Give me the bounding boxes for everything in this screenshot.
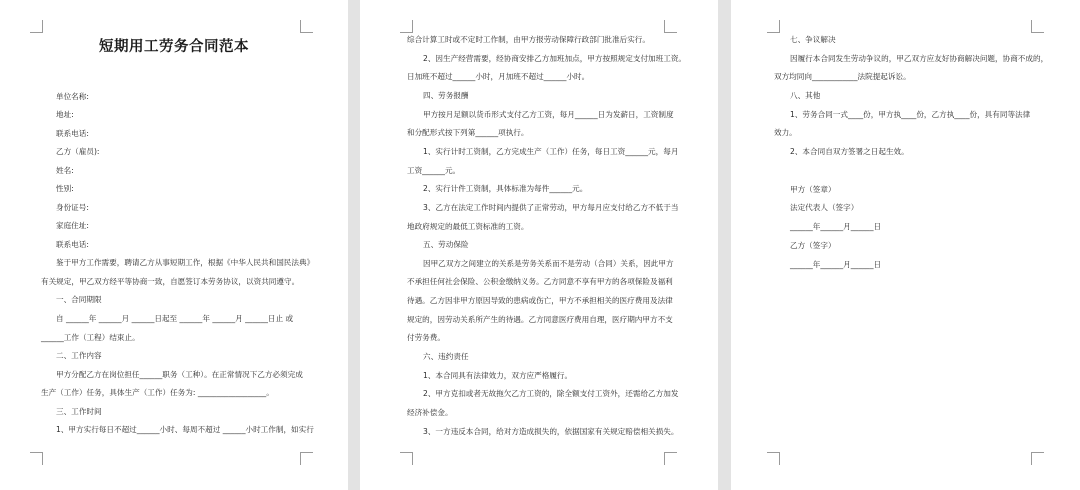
text-line: 经济补偿金。: [407, 408, 453, 417]
margin-marker: [1031, 20, 1044, 33]
text-line: 1、劳务合同一式____份，甲方执____份，乙方执____份，具有同等法律: [790, 110, 1031, 119]
text-line: 六、违约责任: [423, 352, 469, 361]
margin-marker: [30, 20, 43, 33]
text-line: 甲方分配乙方在岗位担任______职务（工种）。在正常情况下乙方必须完成: [56, 370, 303, 379]
text-line: 甲方（签章）: [790, 185, 836, 194]
text-line: 日加班不超过______小时，月加班不超过______小时。: [407, 72, 590, 81]
text-line: ______工作（工程）结束止。: [41, 333, 140, 342]
margin-marker: [400, 20, 413, 33]
margin-marker: [400, 452, 413, 465]
text-line: 身份证号:: [56, 203, 89, 212]
text-line: 有关规定，甲乙双方经平等协商一致，自愿签订本劳务协议，以资共同遵守。: [41, 277, 300, 286]
text-line: 因甲乙双方之间建立的关系是劳务关系而不是劳动（合同）关系，因此甲方: [423, 259, 674, 268]
text-line: 2、甲方克扣或者无故拖欠乙方工资的，除全额支付工资外，还需给乙方加发: [423, 389, 679, 398]
text-line: 不承担任何社会保险、公积金缴纳义务。乙方同意不享有甲方的各项保险及福利: [407, 277, 673, 286]
margin-marker: [300, 452, 313, 465]
text-line: 一、合同期限: [56, 295, 102, 304]
text-line: 鉴于甲方工作需要，聘请乙方从事短期工作，根据《中华人民共和国民法典》: [56, 258, 315, 267]
document-page-3: [731, 0, 1080, 490]
text-line: 2、本合同自双方签署之日起生效。: [790, 147, 909, 156]
margin-marker: [30, 452, 43, 465]
text-line: 乙方（签字）: [790, 241, 836, 250]
text-line: 2、因生产经营需要，经协商安排乙方加班加点，甲方按照规定支付加班工资。: [423, 54, 687, 63]
text-line: 1、本合同具有法律效力，双方应严格履行。: [423, 371, 573, 380]
text-line: 自 ______年 ______月 ______日起至 ______年 ______月 ______日止 或: [56, 314, 294, 323]
document-page-2: [360, 0, 718, 490]
document-page-1: [0, 0, 348, 490]
text-line: 联系电话:: [56, 240, 89, 249]
text-line: 生产（工作）任务，具体生产（工作）任务为: __________________。: [41, 388, 274, 397]
margin-marker: [664, 20, 677, 33]
text-line: 乙方（雇员):: [56, 147, 100, 156]
text-line: 四、劳务报酬: [423, 91, 469, 100]
text-line: 联系电话:: [56, 129, 89, 138]
text-line: 工资______元。: [407, 166, 461, 175]
text-line: ______年______月______日: [790, 222, 882, 231]
text-line: 和分配形式按下列第______项执行。: [407, 128, 529, 137]
text-line: 综合计算工时或不定时工作制，由甲方报劳动保障行政部门批准后实行。: [407, 35, 650, 44]
margin-marker: [664, 452, 677, 465]
text-line: 双方均同向____________法院提起诉讼。: [774, 72, 911, 81]
text-line: 规定的，因劳动关系所产生的待遇。乙方同意医疗费用自理，医疗期内甲方不支: [407, 315, 673, 324]
text-line: 地址:: [56, 110, 74, 119]
text-line: 七、争议解决: [790, 35, 836, 44]
text-line: 二、工作内容: [56, 351, 102, 360]
text-line: 1、甲方实行每日不超过______小时、每周不超过 ______小时工作制，如实行: [56, 425, 314, 434]
text-line: 2、实行计件工资制，具体标准为每件______元。: [423, 184, 588, 193]
text-line: 姓名:: [56, 166, 74, 175]
text-line: 效力。: [774, 128, 797, 137]
text-line: 待遇。乙方因非甲方原因导致的患病或伤亡，甲方不承担相关的医疗费用及法律: [407, 296, 673, 305]
text-line: 五、劳动保险: [423, 240, 469, 249]
text-line: 1、实行计时工资制，乙方完成生产（工作）任务，每日工资______元，每月: [423, 147, 679, 156]
text-line: 家庭住址:: [56, 221, 89, 230]
margin-marker: [767, 452, 780, 465]
document-title: 短期用工劳务合同范本: [99, 38, 249, 55]
text-line: 3、一方违反本合同，给对方造成损失的，依据国家有关规定赔偿相关损失。: [423, 427, 679, 436]
margin-marker: [300, 20, 313, 33]
text-line: ______年______月______日: [790, 260, 882, 269]
text-line: 单位名称:: [56, 92, 89, 101]
text-line: 八、其他: [790, 91, 821, 100]
margin-marker: [767, 20, 780, 33]
text-line: 付劳务费。: [407, 333, 445, 342]
text-line: 法定代表人（签字）: [790, 203, 859, 212]
text-line: 三、工作时间: [56, 407, 102, 416]
text-line: 3、乙方在法定工作时间内提供了正常劳动，甲方每月应支付给乙方不低于当: [423, 203, 679, 212]
margin-marker: [1031, 452, 1044, 465]
text-line: 甲方按月足额以货币形式支付乙方工资，每月______日为发薪日，工资制度: [423, 110, 674, 119]
text-line: 性别:: [56, 184, 74, 193]
text-line: 地政府规定的最低工资标准的工资。: [407, 222, 529, 231]
text-line: 因履行本合同发生劳动争议的，甲乙双方应友好协商解决问题，协商不成的，: [790, 54, 1049, 63]
